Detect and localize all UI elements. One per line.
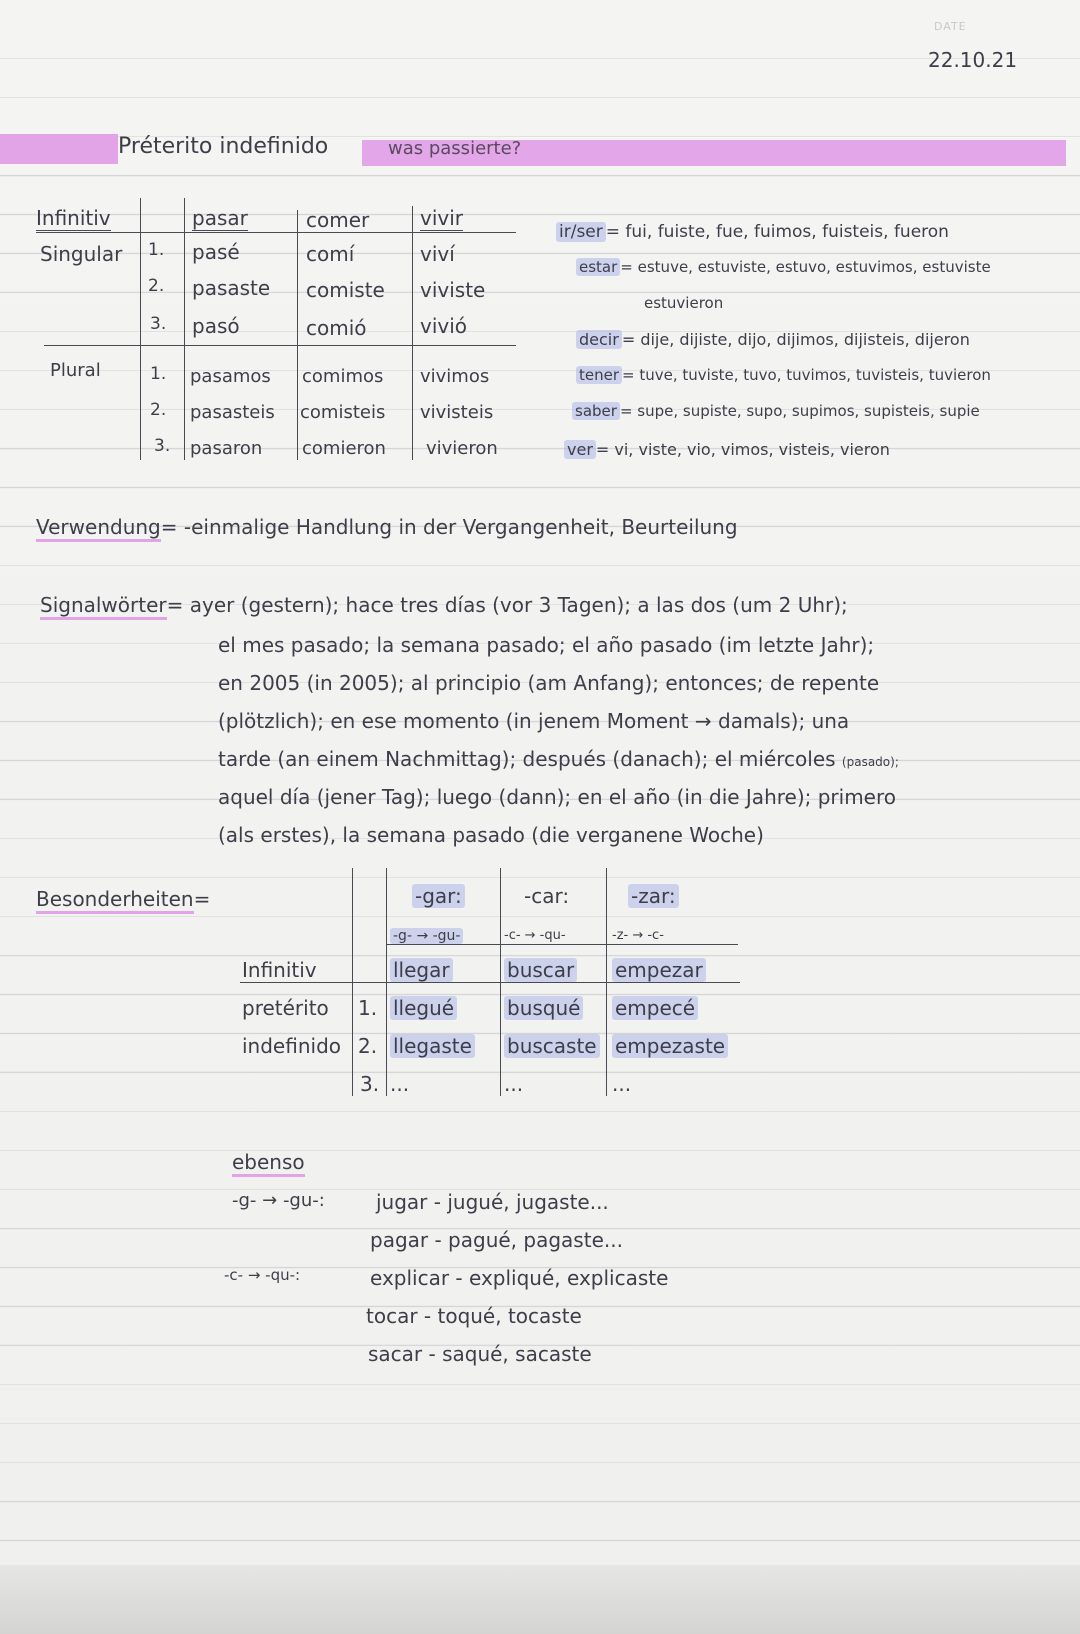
signalwoerter-line: el mes pasado; la semana pasado; el año pasado (im letzte Jahr);: [218, 633, 875, 657]
b-row-num: 2.: [358, 1034, 378, 1058]
b-row-num: 1.: [358, 996, 378, 1020]
irregular-row: [576, 258, 991, 276]
title-highlight-left: [0, 134, 118, 164]
b-form: ...: [504, 1072, 524, 1096]
irregular-row: [556, 222, 949, 242]
irregular-row: [572, 402, 980, 420]
row-num: 3.: [150, 314, 167, 334]
b-form: llegaste: [390, 1034, 475, 1058]
grid-line-col1: [184, 198, 185, 460]
b-form: empecé: [612, 996, 698, 1020]
form-cell: comió: [306, 316, 367, 340]
verb-header-pasar: pasar: [192, 206, 248, 230]
ebenso-label: ebenso: [232, 1150, 305, 1174]
irregular-row: [576, 330, 970, 349]
besonderheiten-line: [36, 880, 210, 918]
b-form: empezaste: [612, 1034, 728, 1058]
irregular-forms: estuvieron: [644, 294, 724, 312]
irregular-forms: = supe, supiste, supo, supimos, supisteis, supie: [619, 402, 980, 420]
irregular-forms: = vi, viste, vio, vimos, visteis, vieron: [595, 440, 890, 459]
b-row-label: indefinido: [242, 1034, 341, 1058]
form-cell: vivisteis: [420, 402, 494, 423]
infinitiv-label: Infinitiv: [36, 206, 111, 230]
b-form: ...: [612, 1072, 632, 1096]
verb-header-comer: comer: [306, 208, 370, 232]
singular-label: Singular: [40, 242, 123, 266]
row-num: 1.: [150, 364, 167, 384]
form-cell: viví: [420, 242, 455, 266]
irregular-row: [564, 440, 890, 459]
signalwoerter-text: = ayer (gestern); hace tres días (vor 3 Tagen); a las dos (um 2 Uhr);: [166, 593, 848, 617]
b-row-num: 3.: [360, 1072, 380, 1096]
form-cell: viviste: [420, 278, 486, 302]
row-num: 2.: [150, 400, 167, 420]
besonderheiten-label: Besonderheiten: [36, 887, 194, 914]
form-cell: comimos: [302, 366, 384, 387]
signalwoerter-label: Signalwörter: [40, 593, 167, 620]
irregular-verb: tener: [576, 366, 622, 384]
b-form: llegué: [390, 996, 457, 1020]
b-rule: -z- → -c-: [612, 928, 664, 943]
b-row-label: pretérito: [242, 996, 329, 1020]
b-infinitive: empezar: [612, 958, 706, 982]
row-num: 3.: [154, 436, 171, 456]
irregular-forms: = fui, fuiste, fue, fuimos, fuisteis, fueron: [605, 222, 949, 242]
form-cell: pasasteis: [190, 402, 275, 423]
verb-header-vivir: vivir: [420, 206, 464, 230]
irregular-verb: saber: [572, 402, 620, 420]
signalwoerter-line-1: [40, 586, 848, 624]
b-rule: -g- → -gu-: [390, 928, 463, 944]
b-form: buscaste: [504, 1034, 600, 1058]
page-bottom-edge: [0, 1565, 1080, 1634]
b-grid-line: [386, 944, 738, 945]
b-rule: -c- → -qu-: [504, 928, 566, 943]
grid-line-col2: [297, 210, 298, 460]
form-cell: pasaste: [192, 276, 271, 300]
irregular-forms: = estuve, estuviste, estuvo, estuvimos, estuviste: [620, 258, 991, 276]
ebenso-rule: -c- → -qu-:: [224, 1266, 301, 1284]
signalwoerter-line: [218, 740, 899, 781]
signalwoerter-line: en 2005 (in 2005); al principio (am Anfang); entonces; de repente: [218, 671, 880, 695]
date-label: DATE: [934, 20, 967, 33]
b-header: -zar:: [628, 884, 679, 908]
form-cell: vivieron: [426, 438, 498, 459]
signalwoerter-line: (plötzlich); en ese momento (in jenem Moment → damals); una: [218, 709, 850, 733]
signalwoerter-text: tarde (an einem Nachmittag); después (danach); el miércoles: [218, 747, 836, 771]
irregular-verb: ver: [564, 440, 596, 459]
besonderheiten-equals: =: [193, 887, 211, 911]
verwendung-line: [36, 508, 738, 546]
form-cell: comisteis: [300, 402, 386, 423]
signalwoerter-line: aquel día (jener Tag); luego (dann); en el año (in die Jahre); primero: [218, 785, 897, 809]
b-form: ...: [390, 1072, 410, 1096]
ebenso-line: pagar - pagué, pagaste...: [370, 1228, 623, 1252]
title-question: was passierte?: [388, 138, 522, 159]
form-cell: pasó: [192, 314, 240, 338]
ebenso-line: tocar - toqué, tocaste: [366, 1304, 582, 1328]
row-num: 1.: [148, 240, 165, 260]
b-header: -gar:: [412, 884, 465, 908]
b-infinitive: llegar: [390, 958, 453, 982]
irregular-verb: decir: [576, 330, 622, 349]
grid-line-num: [140, 198, 141, 460]
irregular-verb: estar: [576, 258, 620, 276]
verwendung-text: = -einmalige Handlung in der Vergangenheit, Beurteilung: [160, 515, 738, 539]
form-cell: pasaron: [190, 438, 263, 459]
ebenso-line: sacar - saqué, sacaste: [368, 1342, 592, 1366]
irregular-verb: ir/ser: [556, 222, 606, 242]
signalwoerter-small-note: (pasado);: [841, 755, 899, 769]
b-form: busqué: [504, 996, 583, 1020]
ebenso-line: explicar - expliqué, explicaste: [370, 1266, 669, 1290]
form-cell: comieron: [302, 438, 386, 459]
grid-line-col3: [412, 206, 413, 460]
verwendung-label: Verwendung: [36, 515, 161, 542]
irregular-forms: = dije, dijiste, dijo, dijimos, dijisteis, dijeron: [621, 330, 970, 349]
b-infinitive: buscar: [504, 958, 577, 982]
form-cell: vivió: [420, 314, 468, 338]
plural-label: Plural: [50, 360, 101, 381]
irregular-forms: = tuve, tuviste, tuvo, tuvimos, tuvisteis, tuvieron: [622, 366, 991, 384]
form-cell: vivimos: [420, 366, 490, 387]
signalwoerter-line: (als erstes), la semana pasado (die verganene Woche): [218, 823, 764, 847]
date: 22.10.21: [928, 48, 1018, 72]
row-num: 2.: [148, 276, 165, 296]
form-cell: comiste: [306, 278, 385, 302]
grid-line-plural: [44, 345, 516, 346]
ebenso-rule: -g- → -gu-:: [232, 1190, 325, 1211]
form-cell: comí: [306, 242, 355, 266]
b-header: -car:: [524, 884, 570, 908]
irregular-row: [576, 366, 991, 384]
grid-line-top: [36, 232, 516, 233]
ebenso-line: jugar - jugué, jugaste...: [376, 1190, 609, 1214]
form-cell: pasamos: [190, 366, 271, 387]
b-infinitiv-label: Infinitiv: [242, 958, 317, 982]
irregular-row: [644, 294, 723, 312]
page-title: Préterito indefinido: [118, 134, 329, 159]
form-cell: pasé: [192, 240, 240, 264]
